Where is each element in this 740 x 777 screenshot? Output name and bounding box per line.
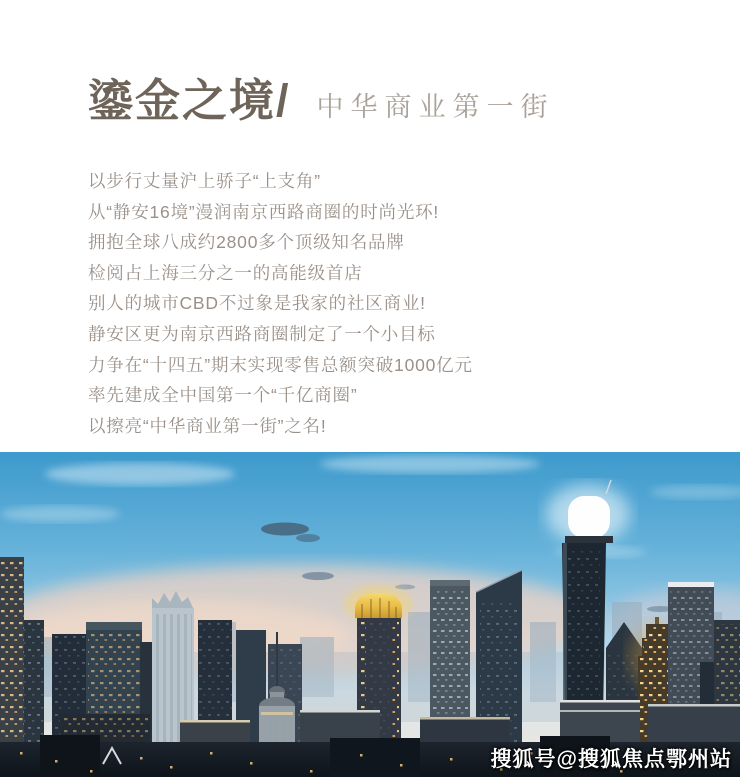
body-copy [88,166,688,441]
watermark: 搜狐号@搜狐焦点鄂州站 [490,748,732,771]
body-line: 检阅占上海三分之一的高能级首店 [88,262,363,283]
body-line: 以擦亮“中华商业第一街”之名! [88,415,327,436]
skyline-illustration [0,452,740,777]
body-line: 静安区更为南京西路商圈制定了一个小目标 [88,323,436,344]
body-line: 拥抱全球八成约2800多个顶级知名品牌 [88,232,405,253]
body-line: 从“静安16境”漫润南京西路商圈的时尚光环! [88,201,440,222]
header [88,75,555,126]
body-line: 别人的城市CBD不过象是我家的社区商业! [88,293,426,314]
body-line: 力争在“十四五”期末实现零售总额突破1000亿元 [88,354,473,375]
page-subtitle: 中华商业第一街 [316,92,555,122]
body-line: 以步行丈量沪上骄子“上支角” [88,171,321,191]
page-title: 鎏金之境/ [88,75,291,126]
city-skyline-photo [0,452,740,777]
body-line: 率先建成全中国第一个“千亿商圈” [88,385,358,406]
